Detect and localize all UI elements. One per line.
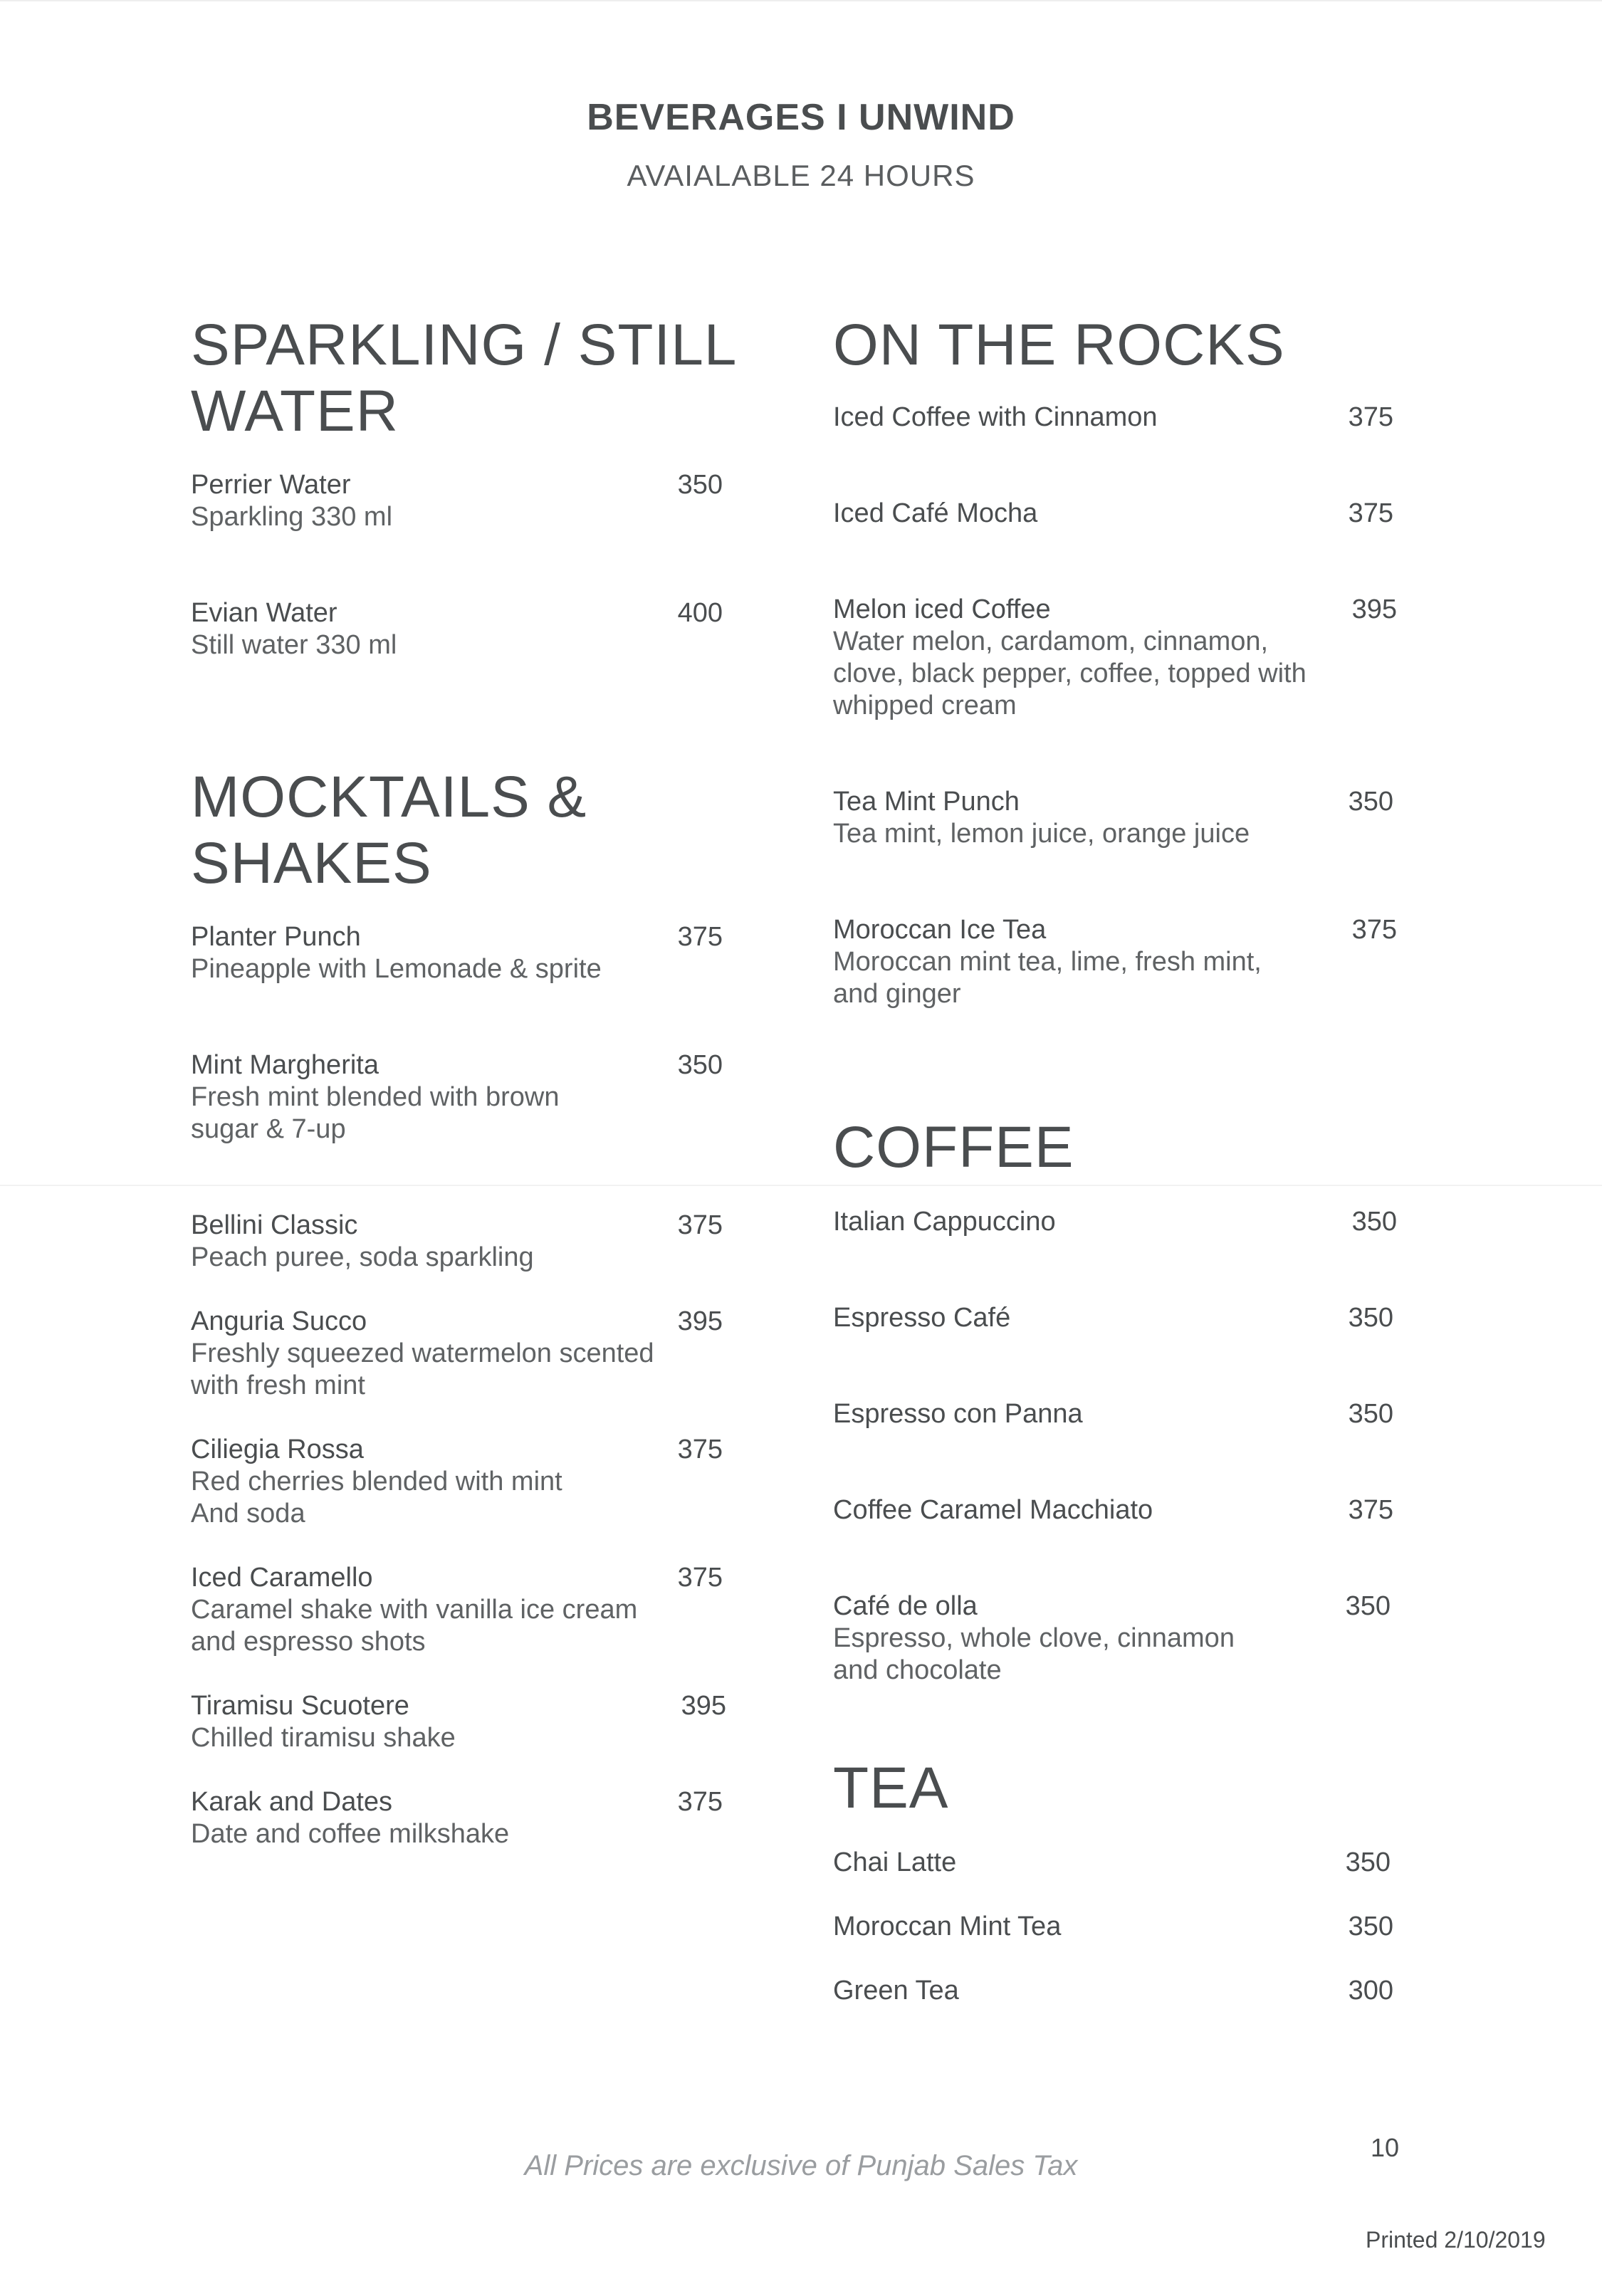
- item-name: Italian Cappuccino: [833, 1207, 1056, 1237]
- item-name: Evian Water: [191, 598, 337, 628]
- section-title-water: SPARKLING / STILL WATER: [191, 313, 738, 444]
- item-description: Tea mint, lemon juice, orange juice: [833, 819, 1250, 849]
- item-price: 395: [1351, 594, 1397, 624]
- section-title-mocktails: MOCKTAILS & SHAKES: [191, 765, 587, 896]
- item-price: 375: [677, 1435, 723, 1464]
- item-price: 395: [681, 1691, 726, 1721]
- item-price: 375: [677, 1787, 723, 1817]
- menu-header: [0, 96, 1602, 193]
- item-price: 375: [1348, 402, 1393, 432]
- item-price: 350: [1345, 1591, 1391, 1621]
- item-description: Moroccan mint tea, lime, fresh mint, and ginger: [833, 947, 1262, 1009]
- item-name: Café de olla: [833, 1591, 978, 1621]
- item-description: Still water 330 ml: [191, 630, 397, 660]
- item-description: Sparkling 330 ml: [191, 502, 393, 532]
- item-description: Chilled tiramisu shake: [191, 1723, 456, 1753]
- item-name: Tiramisu Scuotere: [191, 1691, 409, 1721]
- item-price: 375: [677, 1210, 723, 1240]
- item-name: Planter Punch: [191, 922, 361, 952]
- item-name: Ciliegia Rossa: [191, 1435, 364, 1464]
- item-price: 350: [1351, 1207, 1397, 1237]
- page-title: BEVERAGES I UNWIND: [587, 97, 1015, 138]
- item-name: Green Tea: [833, 1976, 959, 2006]
- item-price: 300: [1348, 1976, 1393, 2006]
- item-description: Red cherries blended with mint And soda: [191, 1467, 562, 1529]
- item-name: Espresso Café: [833, 1303, 1011, 1333]
- item-description: Pineapple with Lemonade & sprite: [191, 954, 602, 984]
- item-price: 350: [677, 470, 723, 500]
- item-name: Moroccan Mint Tea: [833, 1912, 1062, 1941]
- printed-date: Printed 2/10/2019: [1366, 2227, 1546, 2253]
- section-title-coffee: COFFEE: [833, 1115, 1074, 1180]
- section-title-tea: TEA: [833, 1756, 949, 1820]
- item-description: Freshly squeezed watermelon scented with fresh mint: [191, 1338, 654, 1400]
- item-name: Anguria Succo: [191, 1306, 367, 1336]
- top-divider: [0, 0, 1602, 1]
- item-name: Coffee Caramel Macchiato: [833, 1495, 1153, 1525]
- item-name: Espresso con Panna: [833, 1399, 1083, 1429]
- item-name: Tea Mint Punch: [833, 787, 1020, 817]
- item-name: Chai Latte: [833, 1847, 957, 1877]
- item-price: 375: [1351, 915, 1397, 945]
- item-name: Iced Coffee with Cinnamon: [833, 402, 1158, 432]
- page-number: 10: [1371, 2133, 1400, 2162]
- item-name: Moroccan Ice Tea: [833, 915, 1047, 945]
- item-name: Karak and Dates: [191, 1787, 393, 1817]
- item-price: 350: [1348, 1912, 1393, 1941]
- section-title-on-the-rocks: ON THE ROCKS: [833, 313, 1285, 377]
- item-price: 350: [1348, 787, 1393, 817]
- item-price: 350: [677, 1050, 723, 1080]
- tax-note: All Prices are exclusive of Punjab Sales Tax: [524, 2150, 1078, 2181]
- page-fold-line: [0, 1185, 1602, 1186]
- item-description: Date and coffee milkshake: [191, 1819, 510, 1849]
- item-description: Fresh mint blended with brown sugar & 7-up: [191, 1082, 560, 1144]
- item-description: Espresso, whole clove, cinnamon and chocolate: [833, 1623, 1235, 1685]
- item-name: Iced Caramello: [191, 1563, 373, 1593]
- item-price: 400: [677, 598, 723, 628]
- item-price: 375: [677, 1563, 723, 1593]
- item-price: 375: [1348, 1495, 1393, 1525]
- item-description: Peach puree, soda sparkling: [191, 1242, 534, 1272]
- item-price: 395: [677, 1306, 723, 1336]
- page-subtitle: AVAIALABLE 24 HOURS: [627, 159, 975, 192]
- item-name: Iced Café Mocha: [833, 498, 1038, 528]
- item-description: Caramel shake with vanilla ice cream and espresso shots: [191, 1595, 638, 1657]
- item-price: 350: [1348, 1399, 1393, 1429]
- item-name: Bellini Classic: [191, 1210, 358, 1240]
- item-price: 375: [1348, 498, 1393, 528]
- item-price: 350: [1348, 1303, 1393, 1333]
- item-price: 375: [677, 922, 723, 952]
- item-price: 350: [1345, 1847, 1391, 1877]
- item-description: Water melon, cardamom, cinnamon, clove, black pepper, coffee, topped with whipped cream: [833, 627, 1307, 720]
- item-name: Melon iced Coffee: [833, 594, 1051, 624]
- item-name: Mint Margherita: [191, 1050, 379, 1080]
- item-name: Perrier Water: [191, 470, 351, 500]
